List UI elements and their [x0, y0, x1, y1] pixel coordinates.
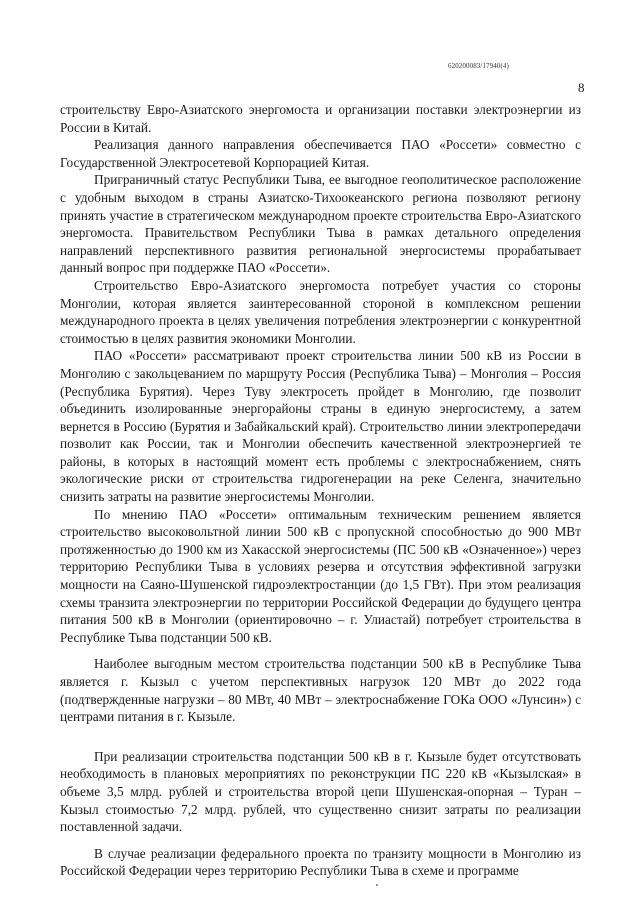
paragraph-mongolia-participation: Строительство Евро-Азиатского энергомоста потребует участия со стороны Монголии, которая является заинтересованной стороной в комплексном решении международного проекта в целях увеличения потребления электроэнергии с конкурентной стоимостью в целях развития экономики Монголии.: [60, 277, 581, 346]
page-number: 8: [578, 80, 585, 95]
paragraph-kyzyl-substation: Наиболее выгодным местом строительства подстанции 500 кВ в Республике Тыва является г. Кызыл с учетом перспективных нагрузок 120 МВт до 2022 года (подтвержденные нагрузки – 80 МВт, 40 МВт – электроснабжение ГОКа ООО «Лунсин») с центрами питания в г. Кызыле.: [60, 656, 581, 725]
paragraph-optimal-solution: По мнению ПАО «Россети» оптимальным техническим решением является строительство высоковольтной линии 500 кВ с пропускной способностью до 900 МВт протяженностью до 1900 км из Хакасской энергосистемы (ПС 500 кВ «Означенное») через территорию Республики Тыва в условиях резерва и отсутствия эффективной загрузки мощности на Саяно-Шушенской гидроэлектростанции (до 1,5 ГВт). При этом реализация схемы транзита электроэнергии по территории Российской Федерации до будущего центра питания 500 кВ в Монголии (ориентировочно – г. Улиастай) потребует строительства в Республике Тыва подстанции 500 кВ.: [60, 506, 581, 645]
paragraph-tyva-status: Приграничный статус Республики Тыва, ее выгодное геополитическое расположение с удобным выходом в страны Азиатско-Тихоокеанского региона позволяют региону принять участие в стратегическом международном проекте строительства Евро-Азиатского энергомоста. Правительством Республики Тыва в рамках детального определения направлений перспективного развития региональной энергосистемы прорабатывает данный вопрос при поддержке ПАО «Россети».: [60, 172, 581, 276]
document-id: 620200083/17940(4): [448, 62, 509, 70]
paragraph-federal-project: В случае реализации федерального проекта по транзиту мощности в Монголию из Российской Федерации через территорию Республики Тыва в схеме и программе: [60, 845, 581, 879]
scan-speck: [376, 884, 378, 886]
paragraph-cost-savings: При реализации строительства подстанции 500 кВ в г. Кызыле будет отсутствовать необходимость в плановых мероприятиях по реконструкции ПС 220 кВ «Кызылская» в объеме 3,5 млрд. рублей и строительства второй цепи Шушенская-опорная – Туран – Кызыл стоимостью 7,2 млрд. рублей, что существенно снизит затраты по реализации поставленной задачи.: [60, 748, 581, 835]
paragraph-continuation: строительству Евро-Азиатского энергомоста и организации поставки электроэнергии из России в Китай.: [60, 102, 581, 135]
document-body: [60, 101, 581, 880]
paragraph-500kv-line-project: ПАО «Россети» рассматривают проект строительства линии 500 кВ из России в Монголию с закольцеванием по маршруту Россия (Республика Тыва) – Монголия – Россия (Республика Бурятия). Через Туву электросеть пройдет в Монголию, где позволит объединить изолированные энергорайоны страны в единую энергосистему, а затем вернется в Россию (Бурятия и Забайкальский край). Строительство линии электропередачи позволит как России, так и Монголии обеспечить качественной электроэнергией те районы, в которых в настоящий момент есть проблемы с электроснабжением, снять экологические риски от строительства гидрогенерации на реке Селенга, значительно снизить затраты на развитие энергосистемы Монголии.: [60, 348, 581, 505]
paragraph-rosseti-cooperation: Реализация данного направления обеспечивается ПАО «Россети» совместно с Государственной Электросетевой Корпорацией Китая.: [60, 137, 581, 170]
